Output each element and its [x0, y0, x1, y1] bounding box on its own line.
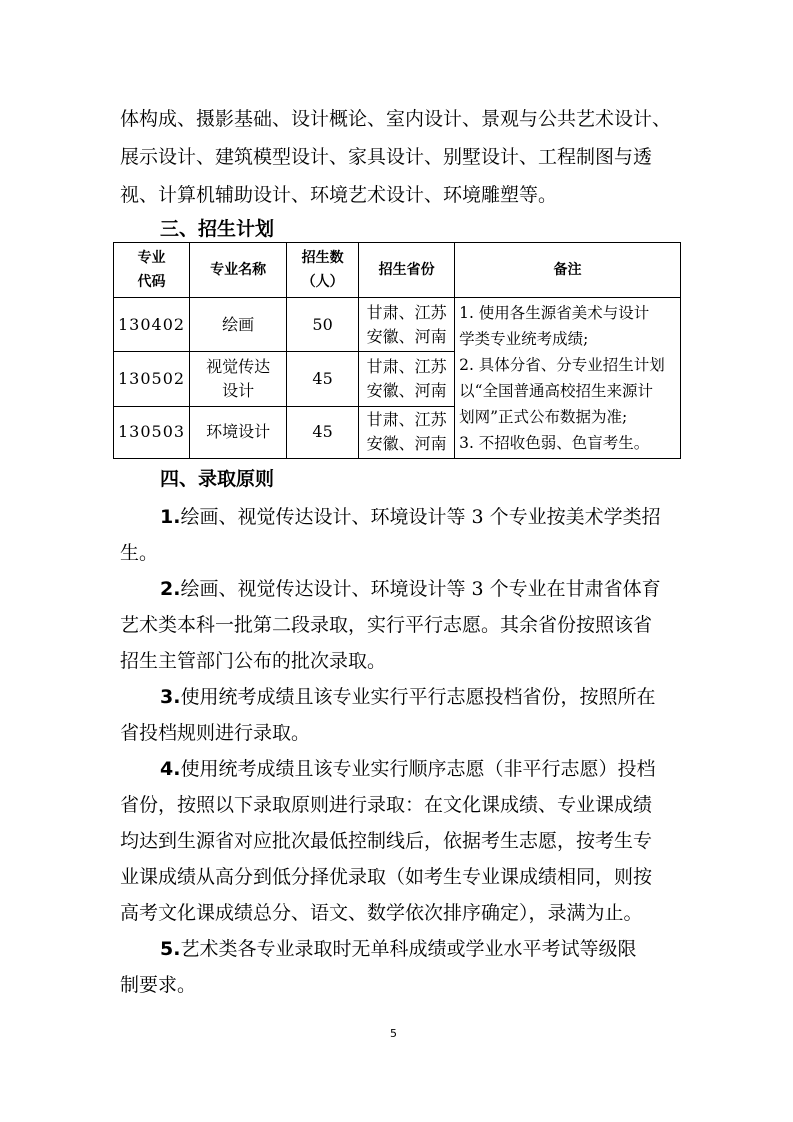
- major-name: 环境设计: [190, 406, 287, 458]
- provinces: 甘肃、江苏 安徽、河南: [359, 298, 455, 352]
- principle-5-line: 5.艺术类各专业录取时无单科成绩或学业水平考试等级限: [160, 938, 637, 960]
- principle-4-line: 省份，按照以下录取原则进行录取：在文化课成绩、专业课成绩: [120, 794, 653, 816]
- principle-3-line: 3.使用统考成绩且该专业实行平行志愿投档省份，按照所在: [160, 686, 656, 708]
- principle-4-line: 均达到生源省对应批次最低控制线后，依据考生志愿，按考生专: [120, 830, 653, 852]
- major-name: 绘画: [190, 298, 287, 352]
- principle-1-line: 1.绘画、视觉传达设计、环境设计等 3 个专业按美术学类招: [160, 506, 661, 528]
- body-line: 体构成、摄影基础、设计概论、室内设计、景观与公共艺术设计、: [120, 108, 672, 130]
- table-header-row: [114, 243, 681, 298]
- header-name: 专业名称: [190, 243, 287, 298]
- major-code: 130503: [114, 406, 190, 458]
- major-code: 130502: [114, 352, 190, 406]
- header-quota: 招生数 （人）: [287, 243, 359, 298]
- header-provinces: 招生省份: [359, 243, 455, 298]
- principle-2-line: 招生主管部门公布的批次录取。: [120, 650, 387, 672]
- provinces: 甘肃、江苏 安徽、河南: [359, 352, 455, 406]
- table-row: [114, 298, 681, 352]
- principle-3-line: 省投档规则进行录取。: [120, 722, 311, 744]
- quota: 50: [287, 298, 359, 352]
- header-notes: 备注: [455, 243, 681, 298]
- principle-2-line: 艺术类本科一批第二段录取，实行平行志愿。其余省份按照该省: [120, 614, 653, 636]
- principle-2-line: 2.绘画、视觉传达设计、环境设计等 3 个专业在甘肃省体育: [160, 578, 661, 600]
- body-line: 视、计算机辅助设计、环境艺术设计、环境雕塑等。: [120, 184, 558, 206]
- major-code: 130402: [114, 298, 190, 352]
- notes-cell: 1. 使用各生源省美术与设计 学类专业统考成绩; 2. 具体分省、分专业招生计划 以“全国普通高校招生来源计 划网”正式公布数据为准; 3. 不招收色弱、色盲考生。: [455, 298, 681, 459]
- quota: 45: [287, 406, 359, 458]
- section-heading-enrollment-plan: 三、招生计划: [160, 218, 275, 240]
- principle-4-line: 高考文化课成绩总分、语文、数学依次排序确定），录满为止。: [120, 902, 643, 924]
- section-heading-admission-principles: 四、录取原则: [160, 468, 275, 490]
- principle-4-line: 业课成绩从高分到低分择优录取（如考生专业课成绩相同，则按: [120, 866, 653, 888]
- principle-1-line: 生。: [120, 542, 159, 564]
- principle-5-line: 制要求。: [120, 974, 197, 996]
- enrollment-plan-table: [113, 242, 681, 459]
- body-line: 展示设计、建筑模型设计、家具设计、别墅设计、工程制图与透: [120, 146, 653, 168]
- provinces: 甘肃、江苏 安徽、河南: [359, 406, 455, 458]
- page-number: 5: [390, 1027, 397, 1040]
- header-code: 专业 代码: [114, 243, 190, 298]
- quota: 45: [287, 352, 359, 406]
- principle-4-line: 4.使用统考成绩且该专业实行顺序志愿（非平行志愿）投档: [160, 758, 656, 780]
- major-name: 视觉传达 设计: [190, 352, 287, 406]
